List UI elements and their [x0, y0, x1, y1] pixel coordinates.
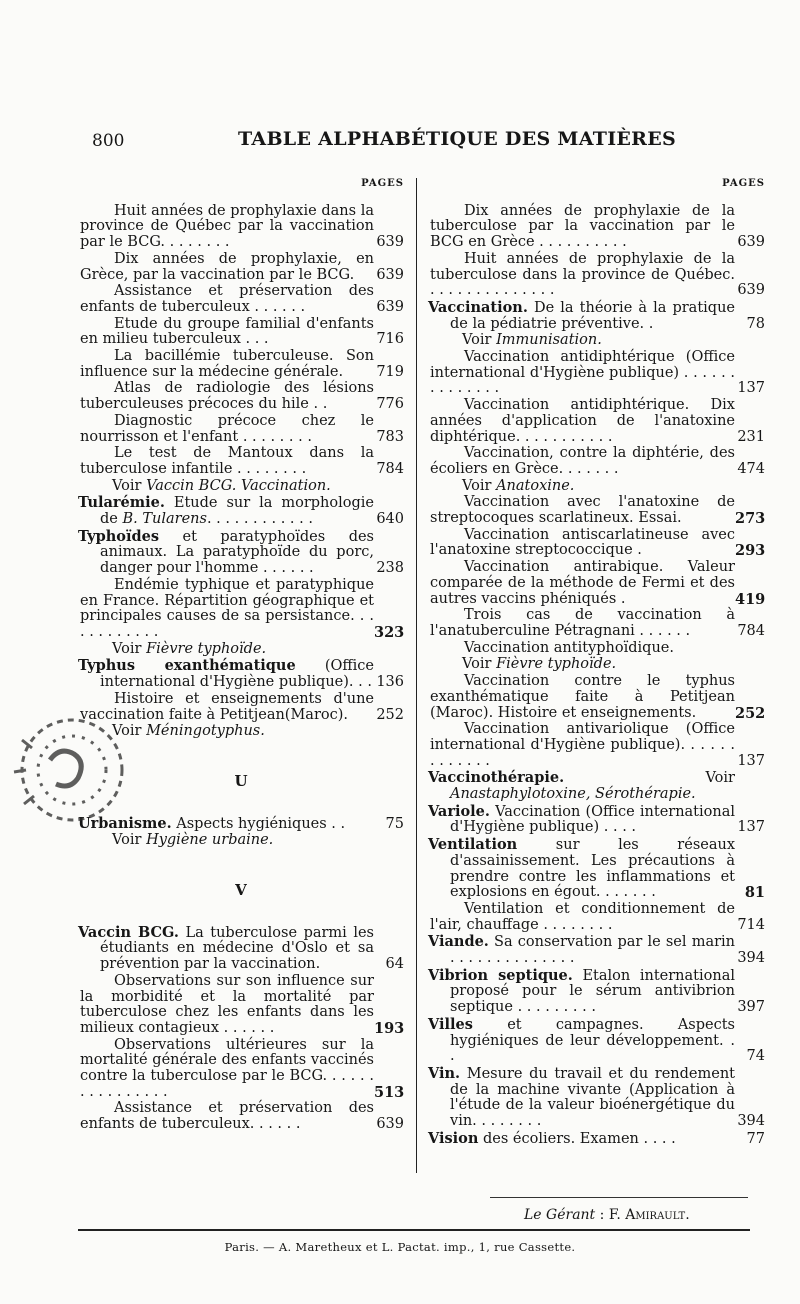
entry-text [78, 495, 374, 527]
entry-description: Atlas de radiologie des lésions tuberculeuses précoces du hile . . [80, 380, 374, 413]
entry-description: Endémie typhique et paratyphique en France. Répartition géographique et principales causes de sa persistance. . . . . . . . . . . . [80, 576, 374, 640]
page-reference: 137 [737, 752, 765, 769]
entry-text [78, 578, 374, 641]
entry-italic: Anastaphylotoxine, Sérothérapie. [450, 786, 696, 803]
page-reference: 639 [376, 234, 404, 251]
entry-description: et paratyphoïdes des animaux. La paratyphoïde du porc, danger pour l'homme . . . . . . [100, 528, 374, 577]
pages-label: PAGES [722, 178, 765, 189]
signature-separator: : [595, 1207, 609, 1223]
see-reference: Hygiène urbaine. [146, 832, 274, 849]
page-reference: 77 [746, 1130, 765, 1147]
page-reference: 137 [737, 819, 765, 836]
entry-description: Observations ultérieures sur la mortalité générale des enfants vaccinés contre la tuberculose par le BCG. . . . . . . . . . . . . . . . [80, 1036, 374, 1100]
entry-term: Vaccinothérapie. [428, 769, 565, 787]
entry-description: Etude sur la morphologie de [100, 495, 374, 528]
pages-label: PAGES [361, 178, 404, 189]
entry-text [428, 446, 735, 477]
signature-label: Le Gérant [524, 1207, 596, 1223]
entry-text [428, 722, 735, 769]
entry-description: Voir [705, 770, 735, 787]
index-column-right [428, 176, 765, 1148]
index-entry [428, 902, 765, 933]
entry-text [78, 381, 374, 412]
entry-description: Vaccination avec l'anatoxine de streptocoques scarlatineux. Essai. [430, 494, 735, 527]
see-reference: Immunisation. [496, 332, 602, 349]
page-reference: 474 [737, 460, 765, 477]
index-entry [428, 968, 765, 1016]
page-reference: 136 [376, 674, 404, 691]
entry-text [428, 641, 735, 657]
index-entry [78, 252, 404, 283]
index-entry [428, 350, 765, 397]
footer-rule [78, 1229, 750, 1231]
index-entry [428, 479, 765, 495]
printer-imprint: Paris. — A. Maretheux et L. Pactat. imp., 1, rue Cassette. [224, 1240, 576, 1254]
entry-description: Vaccination antirabique. Valeur comparée de la méthode de Fermi et des autres vaccins phéniqués . [430, 559, 735, 607]
page-reference: 394 [737, 1113, 765, 1130]
section-letter: U [234, 771, 248, 790]
index-entry [78, 381, 404, 412]
entry-term: Villes [428, 1015, 473, 1033]
entry-text [78, 925, 374, 973]
page-reference: 639 [376, 298, 404, 315]
column-divider [416, 178, 417, 1173]
page-reference: 783 [376, 428, 404, 445]
entry-text [428, 495, 735, 526]
entry-text [428, 804, 735, 836]
entry-text [428, 837, 735, 901]
entry-term: Typhoïdes [78, 527, 160, 545]
entry-text [428, 333, 735, 349]
index-entry [428, 333, 765, 349]
page-reference: 714 [737, 916, 765, 933]
entry-text [428, 934, 735, 966]
entry-description: Diagnostic précoce chez le nourrisson et l'enfant . . . . . . . . [80, 412, 374, 445]
entry-description: Huit années de prophylaxie de la tuberculose dans la province de Québec. . . . . . . . . . . . . . . [430, 250, 735, 299]
running-title: TABLE ALPHABÉTIQUE DES MATIÈRES [238, 128, 677, 150]
page-reference: 273 [735, 510, 766, 528]
entry-text [78, 642, 374, 658]
entry-description: Etalon international proposé pour le sérum antivibrion septique . . . . . . . . . [450, 967, 735, 1016]
entry-description: Assistance et préservation des enfants de tuberculeux . . . . . . [80, 283, 374, 315]
section-letter: V [235, 881, 247, 900]
entry-description: Aspects hygiéniques . . [176, 815, 346, 832]
entry-term: Tularémie. [78, 494, 165, 512]
index-entry [78, 414, 404, 445]
entry-term: Urbanisme. [78, 814, 172, 832]
page-reference: 513 [374, 1083, 405, 1101]
index-entry [428, 204, 765, 251]
page-reference: 78 [746, 315, 765, 332]
see-word: Voir [462, 477, 492, 494]
entry-text [428, 350, 735, 397]
entry-term: Vin. [428, 1064, 461, 1082]
entry-text [428, 902, 735, 933]
index-entry [428, 934, 765, 966]
entry-italic: B. Tularens [122, 511, 207, 528]
entry-term: Typhus exanthématique [78, 657, 296, 675]
see-word: Voir [112, 723, 142, 740]
index-entry [78, 925, 404, 973]
entry-text [428, 1131, 735, 1148]
see-reference: Fièvre typhoïde. [146, 640, 267, 657]
entry-description: Ventilation et conditionnement de l'air, chauffage . . . . . . . . [430, 900, 735, 933]
page-reference: 252 [376, 706, 404, 723]
see-word: Voir [462, 332, 492, 349]
index-entry [78, 317, 404, 348]
see-word: Voir [112, 832, 142, 849]
entry-description: Vaccination contre le typhus exanthématique faite à Petitjean (Maroc). Histoire et enseignements. [430, 673, 735, 721]
entry-description: des écoliers. Examen . . . . [483, 1130, 676, 1147]
page-reference: 640 [376, 511, 404, 528]
entry-description: Sa conservation par le sel marin . . . . . . . . . . . . . . [450, 934, 735, 967]
see-reference: Vaccin BCG. Vaccination. [146, 477, 331, 494]
index-entry [78, 1038, 404, 1101]
index-entry [428, 560, 765, 607]
entry-description: Vaccination antiscarlatineuse avec l'anatoxine streptococcique . [430, 526, 735, 559]
see-reference: Méningotyphus. [146, 723, 265, 740]
index-entry [78, 578, 404, 641]
index-entry [428, 446, 765, 477]
entry-description: sur les réseaux d'assainissement. Les précautions à prendre contre les inflammations et explosions en égout. . . . . . . [450, 837, 735, 901]
entry-text [428, 657, 735, 673]
entry-description: et campagnes. Aspects hygiéniques de leur développement. . . [450, 1016, 735, 1065]
entry-description: Vaccination antidiphtérique (Office international d'Hygiène publique) . . . . . . . . . . . . . . [430, 349, 735, 397]
page-reference: 64 [385, 956, 404, 973]
see-reference: Anatoxine. [496, 477, 575, 494]
page-reference: 193 [374, 1019, 405, 1037]
page-reference: 419 [735, 590, 766, 608]
signature-rule [490, 1197, 748, 1198]
index-entry [428, 1131, 765, 1148]
entry-text [78, 204, 374, 251]
entry-text [428, 252, 735, 299]
index-entry [428, 528, 765, 559]
entry-text [78, 446, 374, 477]
index-entry [428, 1066, 765, 1130]
entry-description: (Office international d'Hygiène publique). . . [100, 658, 375, 691]
right-entries [428, 204, 765, 1148]
page-reference: 74 [746, 1048, 765, 1065]
entry-text [78, 974, 374, 1037]
index-entry [78, 642, 404, 658]
see-word: Voir [112, 477, 142, 494]
index-entry [78, 1101, 404, 1132]
entry-text [428, 560, 735, 607]
entry-text [428, 608, 735, 639]
entry-description: La bacillémie tuberculeuse. Son influence sur la médecine générale. [80, 348, 374, 380]
page-reference: 784 [737, 622, 765, 639]
page-reference: 716 [376, 331, 404, 348]
see-reference: Fièvre typhoïde. [496, 656, 617, 673]
see-word: Voir [462, 656, 492, 673]
page-reference: 252 [735, 704, 766, 722]
entry-term: Viande. [428, 933, 489, 951]
page-reference: 639 [376, 1116, 404, 1133]
entry-text [78, 1038, 374, 1101]
index-entry [428, 300, 765, 332]
entry-text [78, 658, 374, 690]
page-reference: 719 [376, 363, 404, 380]
entry-term: Vaccin BCG. [78, 923, 179, 941]
page-reference: 776 [376, 396, 404, 413]
page-reference: 394 [737, 950, 765, 967]
index-entry [78, 974, 404, 1037]
entry-description: La tuberculose parmi les étudiants en médecine d'Oslo et sa prévention par la vaccination. [100, 924, 374, 973]
entry-text [428, 528, 735, 559]
entry-text [78, 284, 374, 315]
page-reference: 323 [374, 623, 405, 641]
index-entry [78, 529, 404, 577]
entry-term: Vaccination. [428, 298, 528, 316]
entry-text [428, 770, 735, 802]
entry-description: Huit années de prophylaxie dans la province de Québec par la vaccination par le BCG. . . . . . . . [80, 202, 374, 251]
left-entries [78, 204, 404, 1133]
entry-description: Assistance et préservation des enfants de tuberculeux. . . . . . [80, 1100, 374, 1133]
page-reference: 639 [737, 234, 765, 251]
signature-name: F. Amirault. [608, 1207, 690, 1223]
index-entry [428, 495, 765, 526]
library-stamp [2, 700, 132, 840]
page-reference: 231 [737, 428, 765, 445]
entry-description: Vaccination antityphoïdique. [464, 639, 674, 656]
entry-text [428, 204, 735, 251]
index-entry [428, 837, 765, 901]
entry-text [78, 479, 374, 495]
entry-term: Ventilation [428, 836, 518, 854]
entry-description: Trois cas de vaccination à l'anatuberculine Pétragnani . . . . . . [430, 607, 735, 639]
see-word: Voir [112, 640, 142, 657]
index-entry [428, 252, 765, 299]
entry-description: Vaccination, contre la diphtérie, des écoliers en Grèce. . . . . . . [430, 445, 735, 477]
entry-text [428, 674, 735, 721]
entry-description: Mesure du travail et du rendement de la machine vivante (Application à l'étude de la valeur bioénergétique du vin. . . . . . . . [450, 1065, 736, 1130]
entry-description: Le test de Mantoux dans la tuberculose infantile . . . . . . . . [80, 445, 374, 477]
page-reference: 639 [737, 282, 765, 299]
entry-description: Histoire et enseignements d'une vaccination faite à Petitjean(Maroc). [80, 690, 374, 723]
entry-description: Etude du groupe familial d'enfants en milieu tuberculeux . . . [80, 315, 374, 348]
entry-text [428, 1017, 735, 1065]
page-reference: 81 [744, 884, 765, 902]
page-reference: 238 [376, 560, 404, 577]
entry-text [78, 1101, 374, 1132]
index-entry [428, 1017, 765, 1065]
entry-term: Vibrion septique. [428, 966, 573, 984]
index-entry [428, 608, 765, 639]
index-entry [428, 804, 765, 836]
managing-director-signature [524, 1207, 690, 1223]
index-entry [78, 658, 404, 690]
entry-text [428, 1066, 735, 1130]
entry-text [78, 252, 374, 283]
page-reference: 784 [376, 460, 404, 477]
entry-text [78, 317, 374, 348]
index-entry [428, 398, 765, 445]
entry-description: Observations sur son influence sur la morbidité et la mortalité par tuberculose chez les enfants dans les milieux contagieux . . . . . . [80, 972, 374, 1036]
entry-description: Dix années de prophylaxie de la tuberculose par la vaccination par le BCG en Grèce . . . . . . . . . . [430, 202, 735, 251]
entry-description: Vaccination antidiphtérique. Dix années d'application de l'anatoxine diphtérique. . . . . . . . . . . [430, 397, 735, 445]
entry-term: Vision [428, 1129, 479, 1147]
entry-text [78, 529, 374, 577]
index-entry [428, 641, 765, 657]
index-entry [428, 657, 765, 673]
index-entry [78, 446, 404, 477]
entry-text [78, 349, 374, 380]
page-reference: 397 [737, 999, 765, 1016]
index-entry [428, 674, 765, 721]
index-entry [428, 722, 765, 769]
index-entry [78, 495, 404, 527]
entry-text [428, 479, 735, 495]
entry-description: Vaccination (Office international d'Hygiène publique) . . . . [450, 803, 735, 836]
entry-text [428, 398, 735, 445]
entry-description: Dix années de prophylaxie, en Grèce, par la vaccination par le BCG. [80, 250, 374, 283]
entry-text [78, 414, 374, 445]
page-reference: 75 [385, 815, 404, 832]
page-reference: 293 [735, 542, 766, 560]
entry-text [428, 300, 735, 332]
entry-description: Vaccination antivariolique (Office international d'Hygiène publique). . . . . . . . . . . . . [430, 721, 735, 769]
index-entry [78, 349, 404, 380]
page-reference: 639 [376, 266, 404, 283]
index-entry [78, 479, 404, 495]
index-entry [78, 204, 404, 251]
index-column-left [78, 176, 404, 1134]
page-reference: 137 [737, 380, 765, 397]
page-number: 800 [92, 131, 125, 151]
entry-term: Variole. [428, 802, 490, 820]
entry-description: De la théorie à la pratique de la pédiatrie préventive. . [450, 299, 735, 332]
entry-leader: . . . . . . . . . . . . [206, 511, 313, 528]
entry-text [428, 968, 735, 1016]
index-entry [78, 284, 404, 315]
index-entry [428, 770, 765, 802]
